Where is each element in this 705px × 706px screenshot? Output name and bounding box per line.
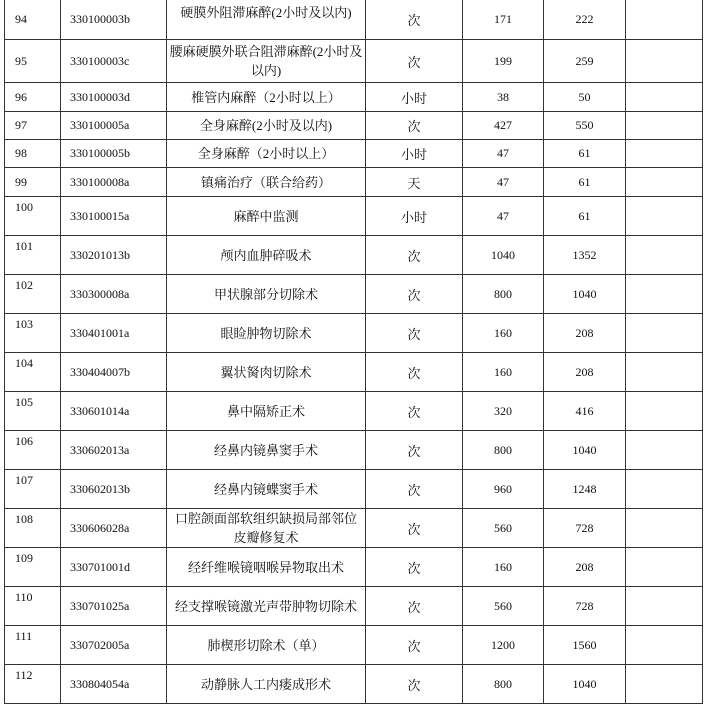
item-name: 口腔颌面部软组织缺损局部邻位皮瓣修复术 (167, 509, 366, 548)
item-name: 翼状胬肉切除术 (167, 353, 366, 392)
price-current: 560 (463, 587, 544, 626)
remark-cell (626, 353, 703, 392)
price-current: 427 (463, 112, 544, 140)
price-new: 222 (544, 0, 626, 40)
price-new: 1560 (544, 626, 626, 665)
item-name: 鼻中隔矫正术 (167, 392, 366, 431)
price-table (4, 0, 703, 704)
remark-cell (626, 197, 703, 236)
item-name: 肺楔形切除术（单） (167, 626, 366, 665)
item-unit: 次 (366, 470, 463, 509)
item-code: 330100003b (61, 0, 167, 40)
table-row (5, 431, 703, 470)
price-current: 320 (463, 392, 544, 431)
price-current: 160 (463, 314, 544, 353)
item-unit: 次 (366, 392, 463, 431)
item-code: 330404007b (61, 353, 167, 392)
item-code: 330100003d (61, 83, 167, 112)
table-row (5, 314, 703, 353)
remark-cell (626, 626, 703, 665)
item-unit: 次 (366, 112, 463, 140)
item-name: 经鼻内镜蝶窦手术 (167, 470, 366, 509)
price-current: 800 (463, 665, 544, 704)
remark-cell (626, 431, 703, 470)
price-current: 199 (463, 40, 544, 83)
row-number: 106 (5, 431, 61, 470)
row-number: 98 (5, 140, 61, 168)
price-current: 160 (463, 353, 544, 392)
item-code: 330606028a (61, 509, 167, 548)
remark-cell (626, 83, 703, 112)
table-row (5, 587, 703, 626)
table-row (5, 40, 703, 83)
row-number: 99 (5, 168, 61, 197)
price-new: 728 (544, 587, 626, 626)
table-row (5, 168, 703, 197)
table-row (5, 665, 703, 704)
price-new: 1040 (544, 665, 626, 704)
item-name: 椎管内麻醉（2小时以上） (167, 83, 366, 112)
item-code: 330100015a (61, 197, 167, 236)
price-new: 50 (544, 83, 626, 112)
price-current: 800 (463, 431, 544, 470)
item-code: 330300008a (61, 275, 167, 314)
item-unit: 小时 (366, 197, 463, 236)
item-name: 镇痛治疗（联合给药） (167, 168, 366, 197)
item-code: 330100005b (61, 140, 167, 168)
price-current: 171 (463, 0, 544, 40)
price-current: 160 (463, 548, 544, 587)
remark-cell (626, 236, 703, 275)
item-name: 甲状腺部分切除术 (167, 275, 366, 314)
item-name: 经鼻内镜鼻窦手术 (167, 431, 366, 470)
price-new: 61 (544, 140, 626, 168)
row-number: 105 (5, 392, 61, 431)
price-current: 47 (463, 197, 544, 236)
row-number: 95 (5, 40, 61, 83)
row-number: 108 (5, 509, 61, 548)
table-row (5, 509, 703, 548)
remark-cell (626, 587, 703, 626)
table-row (5, 83, 703, 112)
row-number: 111 (5, 626, 61, 665)
row-number: 100 (5, 197, 61, 236)
price-new: 259 (544, 40, 626, 83)
row-number: 94 (5, 0, 61, 40)
price-new: 208 (544, 314, 626, 353)
item-unit: 次 (366, 40, 463, 83)
remark-cell (626, 392, 703, 431)
price-new: 1352 (544, 236, 626, 275)
item-name: 麻醉中监测 (167, 197, 366, 236)
price-current: 38 (463, 83, 544, 112)
item-code: 330701025a (61, 587, 167, 626)
price-current: 560 (463, 509, 544, 548)
remark-cell (626, 168, 703, 197)
row-number: 109 (5, 548, 61, 587)
item-code: 330702005a (61, 626, 167, 665)
table-row (5, 236, 703, 275)
row-number: 101 (5, 236, 61, 275)
remark-cell (626, 470, 703, 509)
remark-cell (626, 275, 703, 314)
remark-cell (626, 509, 703, 548)
item-code: 330401001a (61, 314, 167, 353)
item-code: 330100008a (61, 168, 167, 197)
price-current: 1040 (463, 236, 544, 275)
item-unit: 天 (366, 168, 463, 197)
remark-cell (626, 548, 703, 587)
item-name: 硬膜外阻滞麻醉(2小时及以内) (167, 0, 366, 40)
price-new: 1248 (544, 470, 626, 509)
table-row (5, 353, 703, 392)
item-name: 经纤维喉镜咽喉异物取出术 (167, 548, 366, 587)
table-row (5, 197, 703, 236)
price-current: 800 (463, 275, 544, 314)
item-unit: 次 (366, 353, 463, 392)
item-code: 330804054a (61, 665, 167, 704)
item-name: 眼睑肿物切除术 (167, 314, 366, 353)
table-row (5, 275, 703, 314)
remark-cell (626, 665, 703, 704)
item-code: 330100003c (61, 40, 167, 83)
row-number: 107 (5, 470, 61, 509)
remark-cell (626, 0, 703, 40)
price-new: 208 (544, 353, 626, 392)
item-code: 330602013a (61, 431, 167, 470)
row-number: 102 (5, 275, 61, 314)
price-current: 1200 (463, 626, 544, 665)
price-new: 61 (544, 168, 626, 197)
price-new: 728 (544, 509, 626, 548)
table-row (5, 392, 703, 431)
item-name: 颅内血肿碎吸术 (167, 236, 366, 275)
item-name: 动静脉人工内瘘成形术 (167, 665, 366, 704)
price-new: 550 (544, 112, 626, 140)
row-number: 112 (5, 665, 61, 704)
remark-cell (626, 112, 703, 140)
item-unit: 次 (366, 587, 463, 626)
table-row (5, 626, 703, 665)
table-row (5, 112, 703, 140)
table-row (5, 0, 703, 40)
price-new: 208 (544, 548, 626, 587)
item-unit: 次 (366, 314, 463, 353)
item-unit: 次 (366, 431, 463, 470)
item-unit: 小时 (366, 83, 463, 112)
row-number: 96 (5, 83, 61, 112)
item-code: 330601014a (61, 392, 167, 431)
remark-cell (626, 40, 703, 83)
item-unit: 次 (366, 509, 463, 548)
price-current: 47 (463, 168, 544, 197)
item-unit: 次 (366, 626, 463, 665)
item-name: 经支撑喉镜激光声带肿物切除术 (167, 587, 366, 626)
price-current: 960 (463, 470, 544, 509)
item-unit: 次 (366, 0, 463, 40)
table-row (5, 140, 703, 168)
item-unit: 小时 (366, 140, 463, 168)
row-number: 110 (5, 587, 61, 626)
price-new: 61 (544, 197, 626, 236)
price-current: 47 (463, 140, 544, 168)
item-name: 全身麻醉（2小时以上） (167, 140, 366, 168)
item-unit: 次 (366, 548, 463, 587)
item-code: 330602013b (61, 470, 167, 509)
table-row (5, 548, 703, 587)
price-new: 1040 (544, 275, 626, 314)
remark-cell (626, 314, 703, 353)
item-code: 330701001d (61, 548, 167, 587)
table-row (5, 470, 703, 509)
item-unit: 次 (366, 236, 463, 275)
item-name: 腰麻硬膜外联合阻滞麻醉(2小时及以内) (167, 40, 366, 83)
row-number: 97 (5, 112, 61, 140)
row-number: 104 (5, 353, 61, 392)
item-unit: 次 (366, 665, 463, 704)
price-new: 1040 (544, 431, 626, 470)
item-code: 330201013b (61, 236, 167, 275)
item-name: 全身麻醉(2小时及以内) (167, 112, 366, 140)
price-new: 416 (544, 392, 626, 431)
item-unit: 次 (366, 275, 463, 314)
item-code: 330100005a (61, 112, 167, 140)
row-number: 103 (5, 314, 61, 353)
remark-cell (626, 140, 703, 168)
